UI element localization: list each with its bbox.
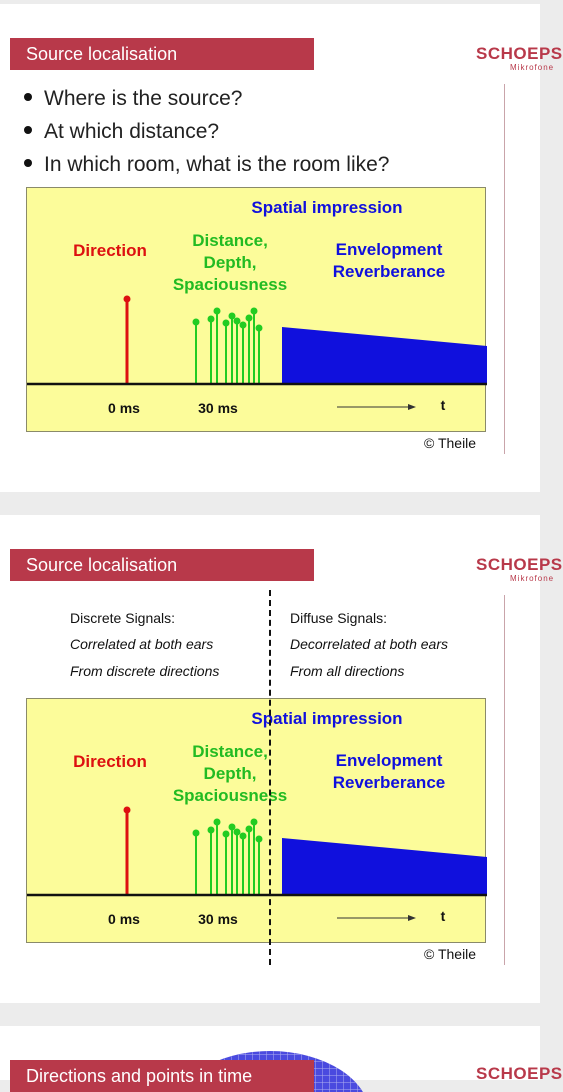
direct-sound-head	[124, 807, 131, 814]
diffuse-line-1: Decorrelated at both ears	[290, 636, 448, 652]
early-reflections	[194, 309, 262, 385]
diagram-svg	[27, 699, 487, 944]
slide-title: Source localisation	[10, 549, 314, 581]
reverberance-label: Reverberance	[332, 262, 446, 281]
bullet-item	[24, 115, 389, 148]
reverberance-label: Reverberance	[332, 773, 446, 792]
brand-subtitle: Mikrofone	[510, 63, 555, 72]
bullet-icon	[24, 93, 32, 101]
reverb-tail	[282, 838, 487, 895]
distance-label-3: Spaciousness	[172, 786, 288, 805]
slide-title: Source localisation	[10, 38, 314, 70]
direction-label: Direction	[73, 752, 147, 771]
impulse-diagram	[26, 698, 486, 943]
slide-1	[0, 4, 563, 492]
discrete-line-2: From discrete directions	[70, 663, 220, 679]
early-reflections	[194, 820, 262, 896]
bullet-item	[24, 82, 389, 115]
envelopment-label: Envelopment	[335, 240, 443, 259]
time-label: t	[440, 397, 446, 413]
diffuse-line-2: From all directions	[290, 663, 405, 679]
bullet-item	[24, 148, 389, 181]
discrete-line-1: Correlated at both ears	[70, 636, 214, 652]
slide-2	[0, 515, 563, 1003]
diffuse-heading: Diffuse Signals:	[290, 610, 388, 626]
distance-label-3: Spaciousness	[172, 275, 288, 294]
direct-sound-head	[124, 296, 131, 303]
credit-text: © Theile	[424, 435, 477, 451]
brand-logo: SCHOEPS	[476, 44, 563, 63]
bullet-list	[24, 82, 389, 181]
slide-title: Directions and points in time	[10, 1060, 314, 1092]
bullet-icon	[24, 159, 32, 167]
spatial-impression-label: Spatial impression	[251, 709, 403, 728]
brand-logo: SCHOEPS	[476, 1064, 563, 1083]
arrow-head-icon	[408, 404, 416, 410]
divider-line	[504, 84, 505, 454]
impulse-diagram	[26, 187, 486, 432]
credit-text: © Theile	[424, 946, 477, 962]
time-label: t	[440, 908, 446, 924]
arrow-head-icon	[408, 915, 416, 921]
boundary-dashed-line	[269, 590, 271, 965]
tick-0ms: 0 ms	[108, 911, 140, 927]
bullet-text: In which room, what is the room like?	[44, 153, 390, 176]
distance-label-2: Depth,	[203, 253, 257, 272]
distance-label-1: Distance,	[192, 742, 268, 761]
direction-label: Direction	[73, 241, 147, 260]
spatial-impression-label: Spatial impression	[251, 198, 403, 217]
distance-label-2: Depth,	[203, 764, 257, 783]
reverb-tail	[282, 327, 487, 384]
bullet-icon	[24, 126, 32, 134]
tick-0ms: 0 ms	[108, 400, 140, 416]
bullet-text: At which distance?	[44, 120, 220, 143]
envelopment-label: Envelopment	[335, 751, 443, 770]
bullet-text: Where is the source?	[44, 87, 243, 110]
diagram-svg	[27, 188, 487, 433]
discrete-heading: Discrete Signals:	[70, 610, 176, 626]
brand-subtitle: Mikrofone	[510, 574, 555, 583]
brand-logo: SCHOEPS	[476, 555, 563, 574]
divider-line	[504, 595, 505, 965]
tick-30ms: 30 ms	[198, 911, 238, 927]
distance-label-1: Distance,	[192, 231, 268, 250]
slide-3	[0, 1026, 563, 1086]
tick-30ms: 30 ms	[198, 400, 238, 416]
